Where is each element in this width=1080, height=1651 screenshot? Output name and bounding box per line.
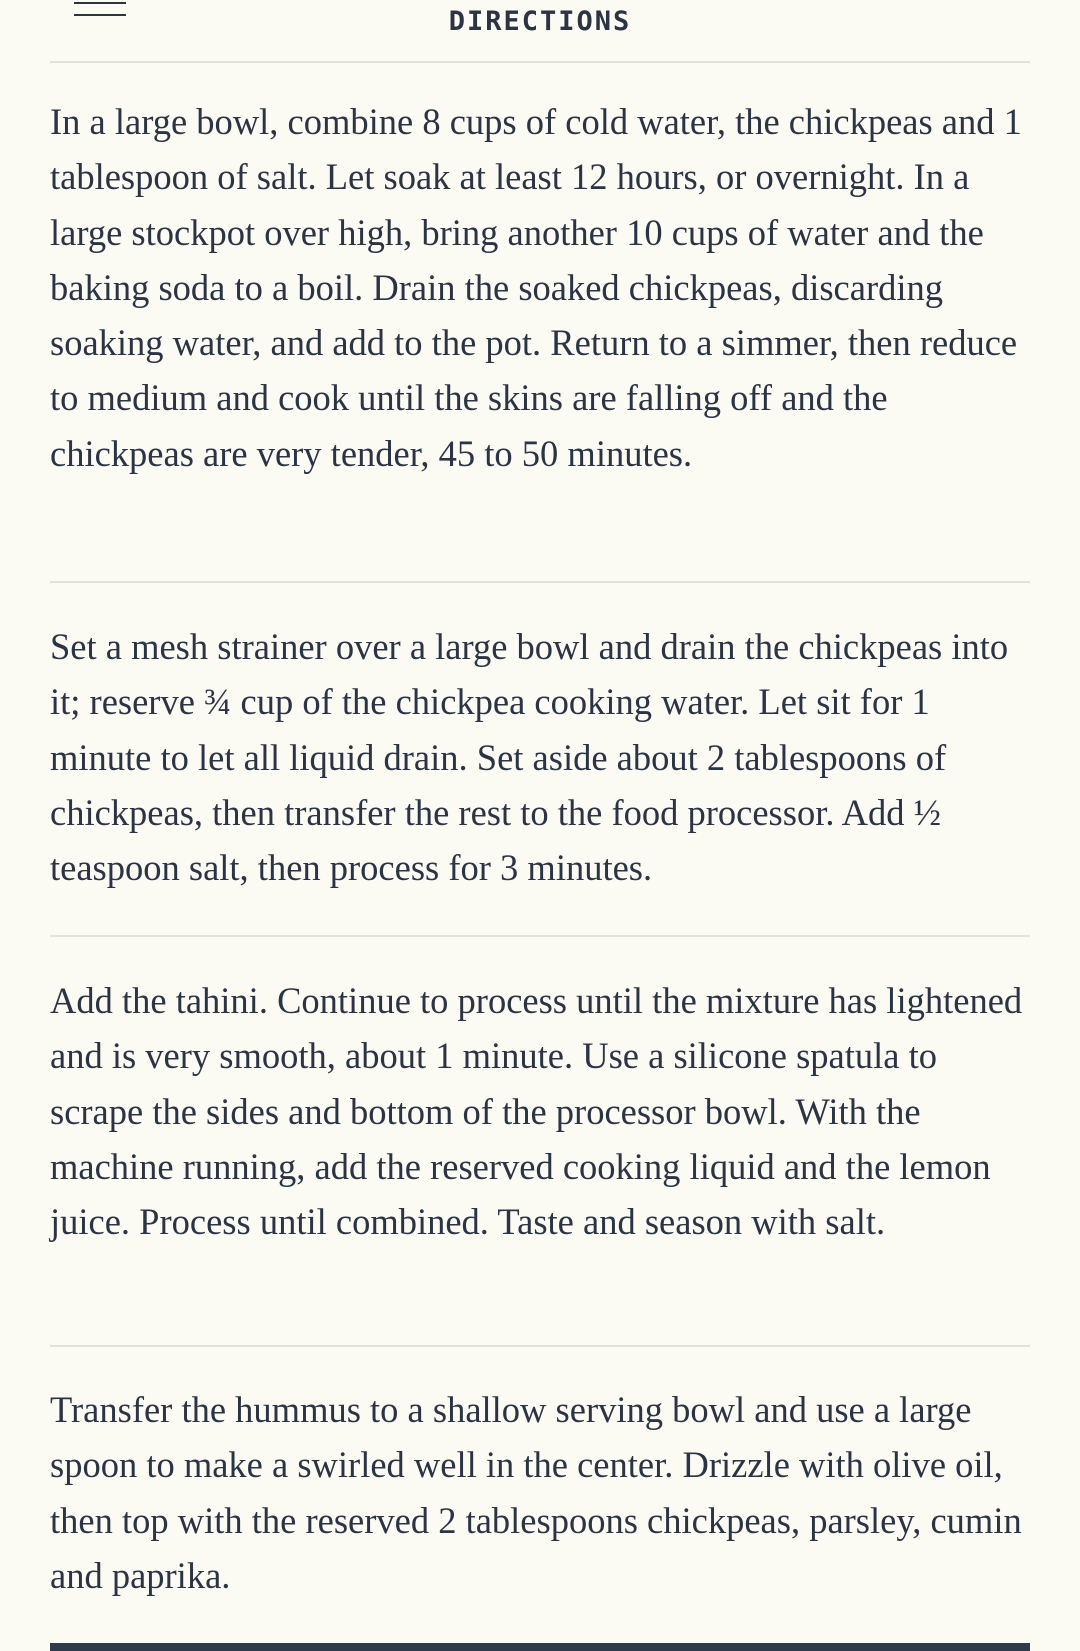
direction-step-2: Set a mesh strainer over a large bowl and drain the chickpeas into it; reserve ¾ cup of the chickpea cooking water. Let sit for 1 minute to let all liquid drain. Set aside about 2 tablespoons of chickpeas, then transfer the rest to the food processor. Add ½ teaspoon salt, then process for 3 minutes. [50,626,1009,889]
header-divider [50,61,1030,63]
direction-step-3: Add the tahini. Continue to process until the mixture has lightened and is very smooth, about 1 minute. Use a silicone spatula to scrape the sides and bottom of the processor bowl. With the machine running, add the reserved cooking liquid and the lemon juice. Process until combined. Taste and season with salt. [50,980,1023,1243]
direction-step-4: Transfer the hummus to a shallow serving bowl and use a large spoon to make a swirled well in the center. Drizzle with olive oil, then top with the reserved 2 tablespoons chickpeas, parsley, cumin and paprika. [50,1389,1022,1596]
menu-line [74,2,126,4]
top-bar [0,0,1080,62]
step-divider [50,935,1030,937]
direction-step-1: In a large bowl, combine 8 cups of cold water, the chickpeas and 1 tablespoon of salt. Let soak at least 12 hours, or overnight. In a large stockpot over high, bring another 10 cups of water and the baking soda to a boil. Drain the soaked chickpeas, discarding soaking water, and add to the pot. Return to a simmer, then reduce to medium and cook until the skins are falling off and the chickpeas are very tender, 45 to 50 minutes. [50,101,1022,474]
section-title: DIRECTIONS [448,6,632,37]
step-divider [50,1345,1030,1347]
footer-bar [50,1643,1030,1651]
step-divider [50,581,1030,583]
